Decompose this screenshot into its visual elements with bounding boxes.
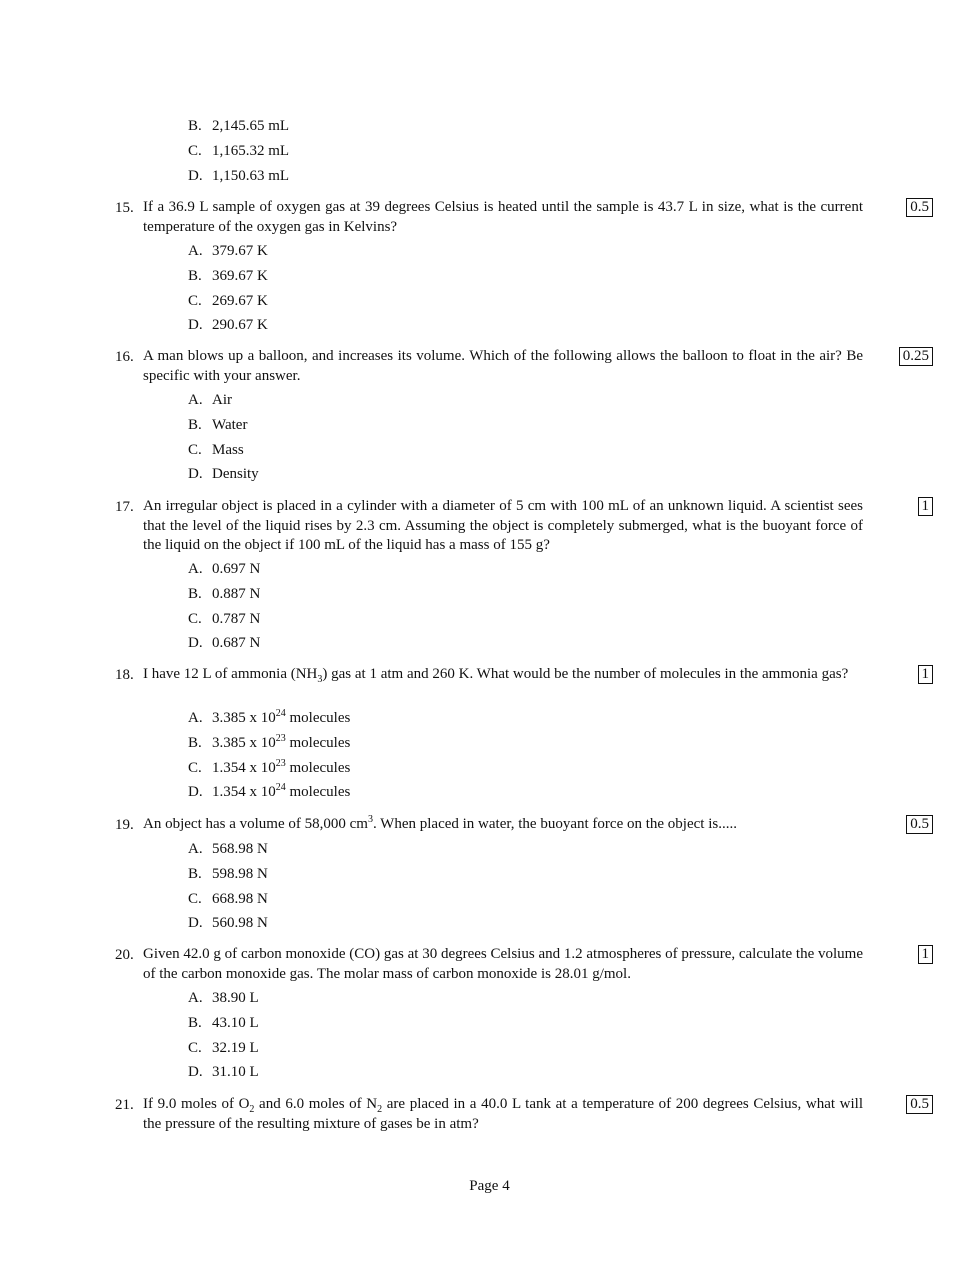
choice-a[interactable]: A. 379.67 K <box>188 243 268 259</box>
question-text: If a 36.9 L sample of oxygen gas at 39 degrees Celsius is heated until the sample is 43.7 L in size, what is the current temperature of the oxygen gas in Kelvins? <box>143 199 863 235</box>
choice-d[interactable]: D. 290.67 K <box>188 317 268 334</box>
answer-choices <box>188 839 268 938</box>
points-box: 1 <box>918 497 934 516</box>
question-number: 18. <box>115 667 134 683</box>
points-box: 0.5 <box>906 815 933 834</box>
page-number: Page 4 <box>469 1178 510 1194</box>
points-box: 0.25 <box>899 347 933 366</box>
question-text: Given 42.0 g of carbon monoxide (CO) gas at 30 degrees Celsius and 1.2 atmospheres of pressure, calculate the volume of the carbon monoxide gas. The molar mass of carbon monoxide is 28.01 g/mol. <box>143 946 863 982</box>
choice-c[interactable]: C. 1.354 x $10^{23}$ molecules <box>188 757 351 776</box>
points-box: 0.5 <box>906 1095 933 1114</box>
choice-c[interactable]: C. 0.787 N <box>188 610 261 627</box>
choice-a[interactable]: A. Air <box>188 392 232 408</box>
choice-a[interactable]: A. 0.697 N <box>188 561 261 577</box>
question-number: 16. <box>115 349 134 365</box>
choice-b[interactable]: B. Water <box>188 416 248 433</box>
answer-choices <box>188 708 350 807</box>
choice-c[interactable]: C. 1,165.32 mL <box>188 142 290 159</box>
answer-choices <box>188 559 260 658</box>
choice-c[interactable]: C. 668.98 N <box>188 890 268 907</box>
choice-a[interactable]: A. 38.90 L <box>188 990 259 1006</box>
choice-d[interactable]: D. 31.10 L <box>188 1064 259 1081</box>
choice-a[interactable]: A. 568.98 N <box>188 841 268 857</box>
choice-b[interactable]: B. 2,145.65 mL <box>188 118 290 134</box>
question-text: I have 12 L of ammonia $(NH_3)$ gas at 1 atm and 260 K. What would be the number of molecules in the ammonia gas? <box>143 666 849 685</box>
choice-c[interactable]: C. 269.67 K <box>188 292 268 309</box>
question-number: 20. <box>115 947 134 963</box>
question-text: A man blows up a balloon, and increases its volume. Which of the following allows the balloon to float in the air? Be specific with your answer. <box>143 348 863 384</box>
question-text: An irregular object is placed in a cylinder with a diameter of 5 cm with 100 mL of an unknown liquid. A scientist sees that the level of the liquid rises by 2.3 cm. Assuming the object is completely submerged, what is the buoyant force of the liquid on the object if 100 mL of the liquid has a mass of 155 g? <box>143 498 863 553</box>
choice-c[interactable]: C. Mass <box>188 441 244 458</box>
choice-a[interactable]: A. 3.385 x $10^{24}$ molecules <box>188 708 351 726</box>
choice-b[interactable]: B. 598.98 N <box>188 865 268 882</box>
question-number: 19. <box>115 817 134 833</box>
choice-b[interactable]: B. 0.887 N <box>188 585 261 602</box>
answer-choices <box>188 988 259 1087</box>
question-text: An object has a volume of 58,000 $cm^3$. When placed in water, the buoyant force on the object is..... <box>143 814 737 832</box>
points-box: 1 <box>918 945 934 964</box>
question-text: If 9.0 moles of $O_2$ and 6.0 moles of $N_2$ are placed in a 40.0 L tank at a temperature of 200 degrees Celsius, what will the pressure of the resulting mixture of gases be in atm? <box>143 1096 863 1132</box>
carryover-choices <box>188 116 289 190</box>
points-box: 0.5 <box>906 198 933 217</box>
answer-choices <box>188 390 259 489</box>
choice-d[interactable]: D. 1.354 x $10^{24}$ molecules <box>188 782 351 801</box>
question-number: 21. <box>115 1097 134 1113</box>
question-number: 17. <box>115 499 134 515</box>
answer-choices <box>188 241 268 340</box>
choice-b[interactable]: B. 3.385 x $10^{23}$ molecules <box>188 732 351 751</box>
choice-d[interactable]: D. 0.687 N <box>188 635 261 652</box>
choice-d[interactable]: D. 560.98 N <box>188 915 268 932</box>
choice-d[interactable]: D. Density <box>188 466 259 483</box>
points-box: 1 <box>918 665 934 684</box>
question-number: 15. <box>115 200 134 216</box>
choice-d[interactable]: D. 1,150.63 mL <box>188 167 290 184</box>
choice-b[interactable]: B. 369.67 K <box>188 267 268 284</box>
choice-b[interactable]: B. 43.10 L <box>188 1014 259 1031</box>
choice-c[interactable]: C. 32.19 L <box>188 1039 259 1056</box>
